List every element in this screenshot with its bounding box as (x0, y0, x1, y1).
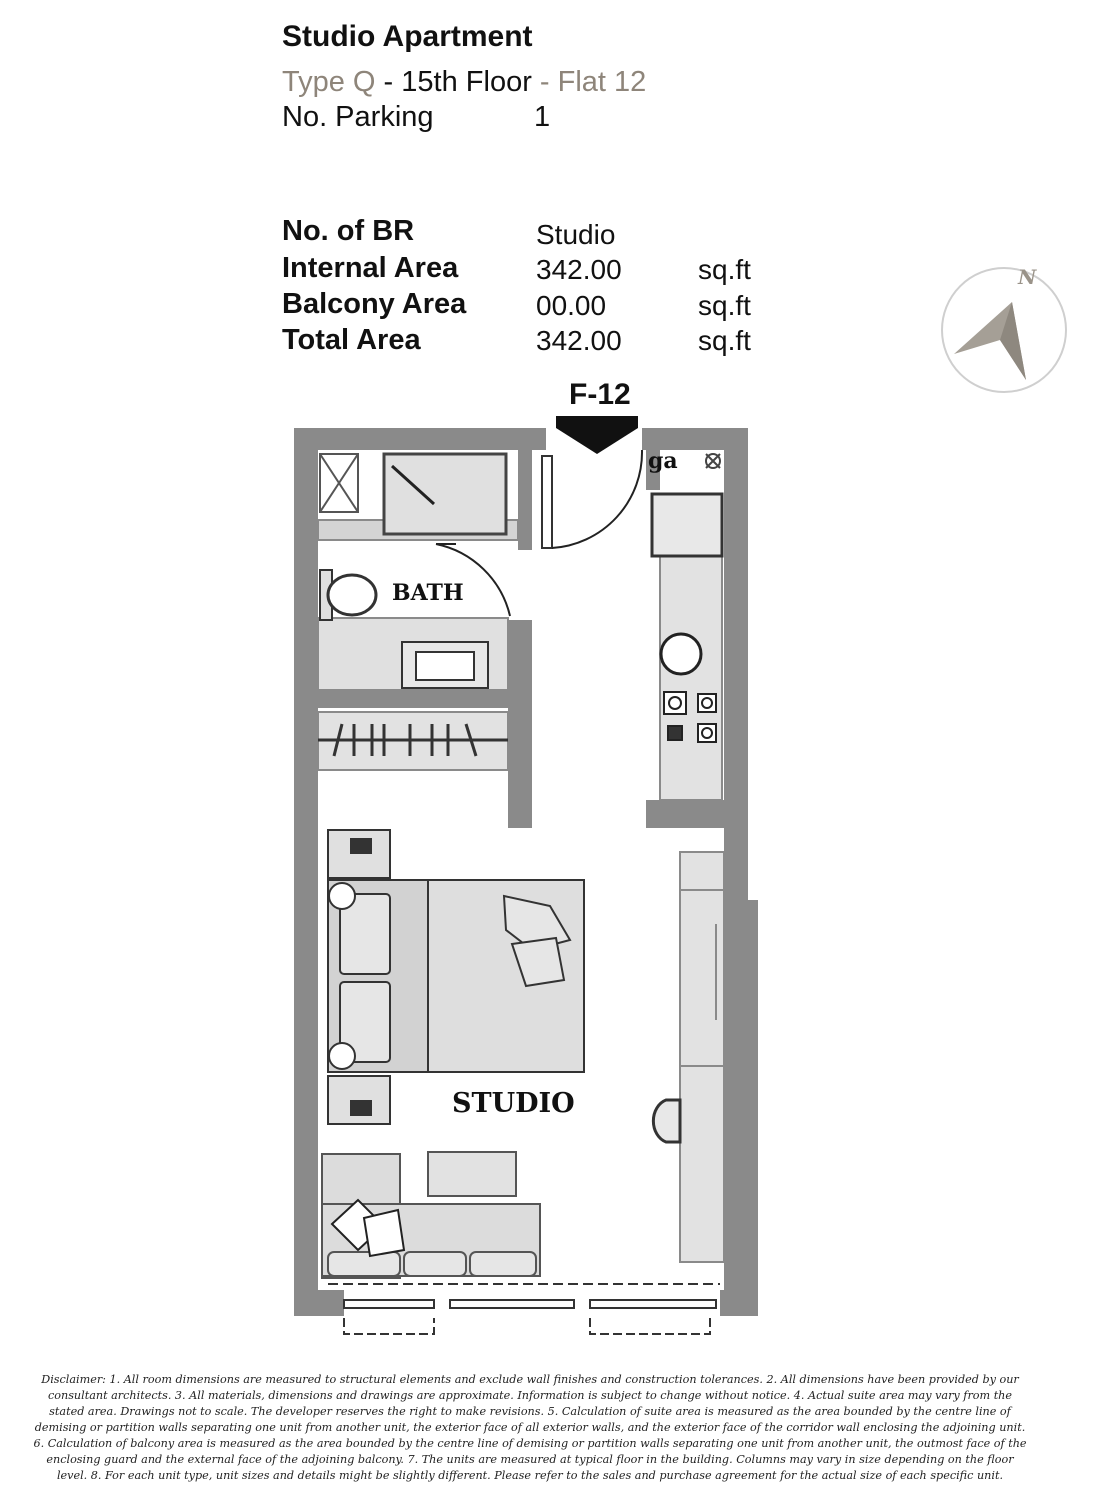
spec-unit-internal: sq.ft (698, 254, 751, 285)
window-sill-1 (344, 1318, 434, 1334)
bed-lamp-1-icon (329, 883, 355, 909)
entry-door-leaf (542, 456, 552, 548)
extractor-icon (706, 454, 720, 468)
room-label-bath: BATH (392, 580, 464, 606)
coffee-table (428, 1152, 516, 1196)
desk-unit (680, 852, 724, 1262)
spec-label-balcony: Balcony Area (282, 288, 467, 320)
spec-unit-total: sq.ft (698, 325, 751, 356)
spec-value-balcony: 00.00 (536, 290, 607, 321)
spec-label-bedrooms: No. of BR (282, 215, 415, 247)
unit-code-label: F-12 (569, 378, 631, 411)
unit-subtitle (282, 66, 646, 99)
wall-south-left-pier (294, 1290, 344, 1316)
compass-icon (936, 262, 1076, 396)
wall-north-left (294, 428, 546, 450)
wall-west (294, 428, 318, 1316)
partition-kitchen-bottom (646, 800, 724, 828)
floor-plan (280, 420, 780, 1350)
compass-north-label: N (1018, 265, 1037, 289)
nightstand-top-lamp-icon (350, 838, 372, 854)
parking-value: 1 (534, 101, 551, 133)
spec-label-total: Total Area (282, 324, 421, 356)
sink-icon (661, 634, 701, 674)
kitchen-counter (660, 554, 722, 800)
window-pane-2 (450, 1300, 574, 1308)
fridge-icon (652, 494, 722, 556)
shower-tray (384, 454, 506, 534)
bath-wall-bottom (318, 690, 508, 708)
desk-chair-icon (653, 1100, 680, 1142)
subtitle-separator-2: - (531, 66, 558, 98)
partition-center (508, 620, 532, 828)
kitchen-tag: ga (648, 448, 678, 474)
window-pane-1 (344, 1300, 434, 1308)
spec-value-bedrooms: Studio (536, 219, 616, 250)
spec-unit-balcony: sq.ft (698, 290, 751, 321)
unit-type: Type Q (282, 66, 376, 98)
partition-bath-entry (518, 450, 532, 550)
plan-title: Studio Apartment (282, 20, 533, 53)
sofa-cushion-2 (364, 1210, 404, 1256)
disclaimer-text: Disclaimer: 1. All room dimensions are measured to structural elements and exclude wall finishes and construction tolerances. 2. All dimensions have been provided by our consultant architects. 3. All materials, dimensions and drawings are approximate. Information is subject to change without notice. 4. Actual suite area may vary from the stated area. Drawings not to scale. The developer reserves the right to make revisions. 5. Calculation of suite area is measured as the area bounded by the centre line of demising or partition walls separating one unit from another unit, the exterior face of all exterior walls, and the exterior face of the corridor wall enclosing the adjoining unit. 6. Calculation of balcony area is measured as the area bounded by the centre line of demising or partition walls separating one unit from another unit, the outmost face of the enclosing guard and the external face of the adjoining balcony. 7. The units are measured at typical floor in the building. Columns may vary in size depending on the floor level. 8. For each unit type, unit sizes and details might be slightly different. Please refer to the sales and purchase agreement for the actual size of each specific unit. (33, 1373, 1027, 1482)
window-pane-3 (590, 1300, 716, 1308)
parking-label: No. Parking (282, 101, 434, 133)
wall-south-right-pier (720, 1290, 758, 1316)
toilet-bowl-icon (328, 575, 376, 615)
wall-east-upper (724, 428, 748, 900)
spec-value-total: 342.00 (536, 325, 622, 356)
flat-label: Flat 12 (557, 66, 647, 98)
window-sill-2 (590, 1318, 710, 1334)
spec-label-internal: Internal Area (282, 252, 459, 284)
subtitle-separator: - (375, 66, 402, 98)
nightstand-bottom-lamp-icon (350, 1100, 372, 1116)
floor-label: 15th Floor (401, 66, 532, 98)
bed-lamp-2-icon (329, 1043, 355, 1069)
wall-east-lower (724, 900, 758, 1316)
entry-door-swing (552, 450, 642, 548)
spec-value-internal: 342.00 (536, 254, 622, 285)
room-label-studio: STUDIO (452, 1088, 575, 1119)
